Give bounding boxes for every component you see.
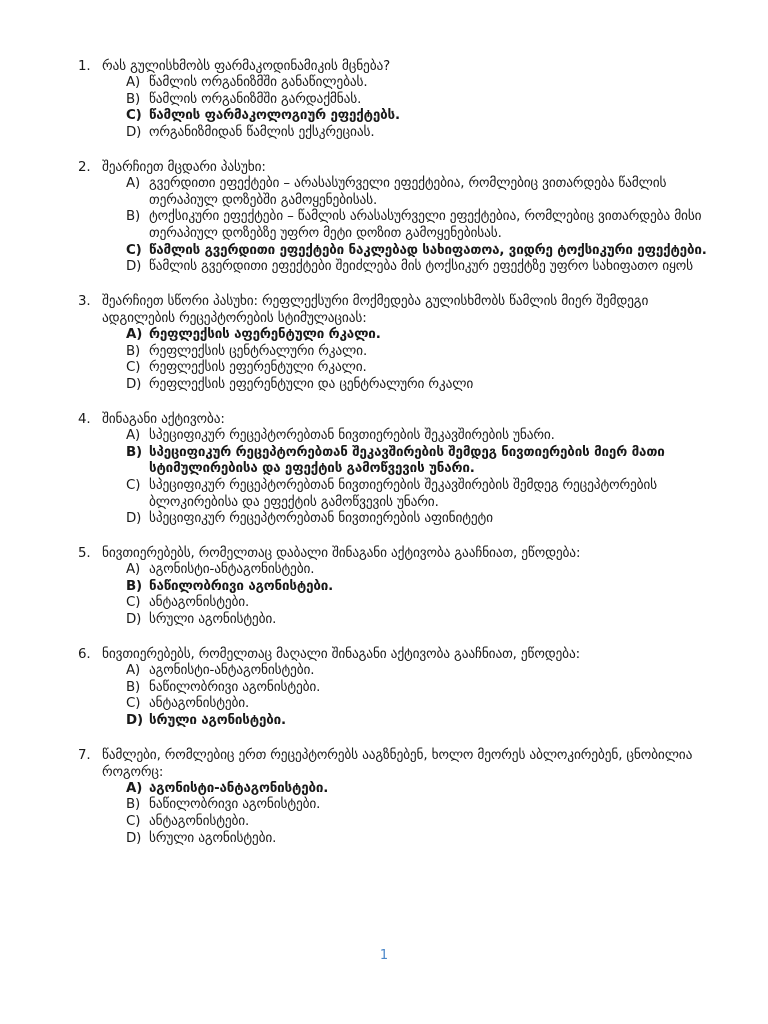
option-letter: D)	[126, 377, 142, 393]
answer-option-correct	[78, 713, 718, 730]
question-4	[78, 411, 718, 528]
answer-option	[78, 612, 718, 629]
answer-option-correct	[78, 327, 718, 344]
answer-option-correct	[78, 781, 718, 798]
option-text: ორგანიზმიდან წამლის ექსკრეციას.	[149, 125, 375, 141]
answer-options	[78, 562, 718, 629]
question-5	[78, 545, 718, 629]
question-number: 1.	[78, 59, 91, 74]
answer-option	[78, 663, 718, 680]
option-letter: B)	[126, 444, 143, 460]
question-number: 2.	[78, 159, 91, 175]
question-text: შინაგანი აქტივობა:	[102, 411, 225, 427]
answer-option	[78, 428, 718, 445]
option-text: რეფლექსის ეფერენტული რკალი.	[149, 360, 367, 376]
answer-options	[78, 663, 718, 730]
option-text: აგონისტი-ანტაგონისტები.	[149, 562, 315, 578]
option-letter: B)	[126, 209, 141, 225]
option-text: სრული აგონისტები.	[149, 830, 277, 846]
option-letter: A)	[126, 780, 143, 796]
option-text: ანტაგონისტები.	[149, 595, 250, 611]
question-header	[78, 747, 718, 781]
option-text: რეფლექსის აფერენტული რკალი.	[149, 327, 381, 343]
answer-option	[78, 75, 718, 92]
question-7	[78, 747, 718, 848]
option-letter: A)	[126, 427, 141, 443]
answer-options	[78, 176, 718, 276]
answer-option	[78, 377, 718, 394]
option-text: წამლის გვერდითი ეფექტები შეიძლება მის ტოქსიკურ ეფექტზე უფრო სახიფათო იყოს	[149, 259, 693, 275]
option-letter: D)	[126, 511, 142, 527]
answer-option-correct	[78, 108, 718, 125]
question-text: წამლები, რომლებიც ერთ რეცეპტორებს ააგზნებენ, ხოლო მეორეს აბლოკირებენ, ცნობილია როგორც:	[102, 747, 693, 780]
answer-option	[78, 680, 718, 697]
option-text: წამლის გვერდითი ეფექტები ნაკლებად სახიფათოა, ვიდრე ტოქსიკური ეფექტები.	[149, 242, 707, 258]
answer-option	[78, 478, 718, 511]
answer-option	[78, 797, 718, 814]
answer-option	[78, 209, 718, 242]
option-letter: B)	[126, 578, 143, 594]
question-text: რას გულისხმობს ფარმაკოდინამიკის მცნება?	[102, 59, 391, 74]
option-text: წამლის ორგანიზმში განაწილებას.	[149, 75, 368, 90]
answer-option-correct	[78, 579, 718, 596]
question-number: 4.	[78, 411, 91, 427]
option-letter: B)	[126, 679, 141, 695]
answer-options	[78, 75, 718, 142]
answer-option	[78, 562, 718, 579]
option-text: გვერდითი ეფექტები – არასასურველი ეფექტებია, რომლებიც ვითარდება წამლის თერაპიულ დოზებში გამოყენებისას.	[149, 175, 667, 208]
answer-option	[78, 511, 718, 528]
option-letter: A)	[126, 327, 143, 343]
option-letter: D)	[126, 259, 142, 275]
answer-option	[78, 92, 718, 109]
question-header	[78, 545, 718, 562]
question-2	[78, 159, 718, 276]
question-number: 5.	[78, 546, 91, 562]
option-text: სრული აგონისტები.	[149, 612, 277, 628]
answer-option	[78, 344, 718, 361]
question-header	[78, 58, 718, 75]
answer-options	[78, 428, 718, 528]
option-letter: A)	[126, 662, 141, 678]
option-letter: D)	[126, 125, 142, 141]
question-number: 6.	[78, 646, 91, 662]
question-text: ნივთიერებებს, რომელთაც მაღალი შინაგანი აქტივობა გააჩნიათ, ეწოდება:	[102, 646, 580, 662]
option-text: ნაწილობრივი აგონისტები.	[149, 578, 334, 594]
answer-option	[78, 176, 718, 209]
option-text: რეფლექსის ცენტრალური რკალი.	[149, 343, 368, 359]
option-text: სპეციფიკურ რეცეპტორებთან ნივთიერების შეკავშირების უნარი.	[149, 427, 555, 443]
question-3	[78, 293, 718, 394]
question-text: შეარჩიეთ მცდარი პასუხი:	[102, 159, 266, 175]
option-text: წამლის ფარმაკოლოგიურ ეფექტებს.	[149, 108, 400, 124]
option-letter: C)	[126, 360, 141, 376]
answer-options	[78, 327, 718, 394]
option-letter: A)	[126, 75, 141, 90]
question-number: 7.	[78, 747, 91, 763]
question-6	[78, 646, 718, 730]
option-letter: A)	[126, 562, 141, 578]
option-letter: D)	[126, 830, 142, 846]
question-1	[78, 58, 718, 142]
option-text: სრული აგონისტები.	[149, 712, 286, 728]
option-text: ტოქსიკური ეფექტები – წამლის არასასურველი ეფექტებია, რომლებიც ვითარდება მისი თერაპიულ დოზებზე უფრო მეტი დოზით გამოყენებისას.	[149, 209, 702, 241]
option-letter: C)	[126, 595, 141, 611]
option-letter: C)	[126, 477, 141, 493]
question-header	[78, 646, 718, 663]
option-letter: B)	[126, 343, 141, 359]
question-number: 3.	[78, 294, 91, 310]
option-text: რეფლექსის ეფერენტული და ცენტრალური რკალი	[149, 377, 474, 393]
option-letter: C)	[126, 696, 141, 712]
option-text: სპეციფიკურ რეცეპტორებთან ნივთიერების აფინიტეტი	[149, 511, 493, 527]
answer-option	[78, 831, 718, 848]
question-text: შეარჩიეთ სწორი პასუხი: რეფლექსური მოქმედება გულისხმობს წამლის მიერ შემდეგი ადგილების რეცეპტორების სტიმულაციას:	[102, 294, 649, 327]
answer-option-correct	[78, 445, 718, 478]
option-text: ნაწილობრივი აგონისტები.	[149, 679, 321, 695]
answer-option	[78, 259, 718, 276]
option-text: ანტაგონისტები.	[149, 696, 250, 712]
page-number: 1	[379, 948, 389, 963]
option-letter: B)	[126, 91, 141, 107]
answer-option	[78, 360, 718, 377]
option-letter: D)	[126, 712, 143, 728]
question-header	[78, 411, 718, 428]
question-header	[78, 293, 718, 327]
option-text: ნაწილობრივი აგონისტები.	[149, 797, 321, 813]
answer-options	[78, 781, 718, 848]
option-letter: D)	[126, 612, 142, 628]
option-letter: C)	[126, 814, 141, 830]
answer-option	[78, 595, 718, 612]
question-list	[78, 58, 718, 865]
option-text: სპეციფიკურ რეცეპტორებთან შეკავშირების შემდეგ ნივთიერების მიერ მათი სტიმულირებისა და ეფექტის გამოწვევის უნარი.	[149, 444, 665, 477]
option-text: აგონისტი-ანტაგონისტები.	[149, 780, 329, 796]
option-text: აგონისტი-ანტაგონისტები.	[149, 662, 315, 678]
option-text: წამლის ორგანიზმში გარდაქმნას.	[149, 91, 362, 107]
question-text: ნივთიერებებს, რომელთაც დაბალი შინაგანი აქტივობა გააჩნიათ, ეწოდება:	[102, 546, 581, 562]
option-letter: B)	[126, 797, 141, 813]
option-letter: C)	[126, 108, 142, 124]
answer-option-correct	[78, 243, 718, 260]
option-text: ანტაგონისტები.	[149, 814, 250, 830]
option-letter: A)	[126, 175, 141, 191]
answer-option	[78, 125, 718, 142]
answer-option	[78, 696, 718, 713]
question-header	[78, 159, 718, 176]
option-text: სპეციფიკურ რეცეპტორებთან ნივთიერების შეკავშირების შემდეგ რეცეპტორების ბლოკირებისა და ეფექტის გამოწვევის უნარი.	[149, 477, 658, 510]
option-letter: C)	[126, 242, 142, 258]
answer-option	[78, 814, 718, 831]
